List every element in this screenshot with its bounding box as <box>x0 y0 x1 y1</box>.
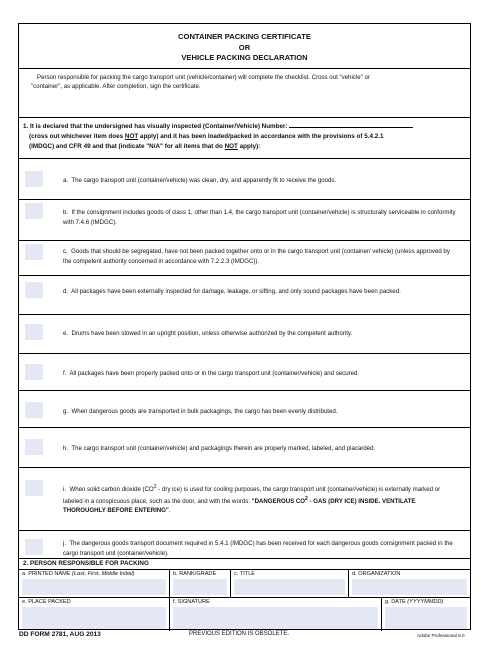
declaration-line-3-start: (IMDGC) and CFR 49 and that (indicate "N/A" for all items that do <box>29 143 225 150</box>
checklist-box-d[interactable] <box>25 282 43 298</box>
form-title <box>19 32 470 64</box>
edition-notice: PREVIOUS EDITION IS OBSOLETE. <box>189 631 290 637</box>
item-text: When dangerous goods are transported in bulk packagings, the cargo has been evenly distributed. <box>71 408 338 415</box>
title-cell <box>231 569 349 597</box>
checklist-box-a[interactable] <box>25 171 43 187</box>
checklist-box-g[interactable] <box>25 402 43 418</box>
declaration-line-2-end: apply) and it has been loaded/packed in accordance with the provisions of 5.4.2.1 <box>138 133 384 140</box>
item-text: The cargo transport unit (container/vehicle) was clean, dry, and apparently fit to receive the goods. <box>71 177 337 184</box>
item-text: When solid carbon dioxide (CO <box>69 486 154 494</box>
organization-input[interactable] <box>352 579 467 595</box>
place-packed-label: e. PLACE PACKED <box>22 599 71 605</box>
item-text-cont: - dry ice) is used for cooling purposes, the cargo transport unit (container/vehicle) is externally marked or labeled in a conspicuous place, such as the door, and with the words: <box>63 486 441 505</box>
rank-grade-input[interactable] <box>173 579 227 595</box>
checklist-item-f <box>19 353 470 390</box>
printed-name-cell <box>19 569 170 597</box>
item-letter: i. <box>63 486 67 494</box>
date-cell <box>382 597 470 631</box>
item-letter: d. <box>63 288 69 295</box>
declaration-line-2-start: (cross out whichever item does <box>29 133 125 140</box>
title-line-2: OR <box>238 42 251 52</box>
packing-certificate-form <box>18 23 471 630</box>
signature-input[interactable] <box>173 607 378 629</box>
date-input[interactable] <box>385 607 467 629</box>
item-text: If the consignment includes goods of class 1, other than 1.4, the cargo transport unit (container/vehicle) is structurally serviceable in conformity with 7.4.6 (IMDGC). <box>63 209 456 226</box>
item-text-end: . <box>168 507 171 515</box>
checklist-item-g <box>19 390 470 427</box>
dry-ice-warning-cont: - GAS (DRY ICE) INSIDE. VENTILATE THOROUGHLY BEFORE ENTERING" <box>63 497 416 515</box>
place-packed-cell <box>19 597 170 631</box>
title-label: c. TITLE <box>234 571 256 577</box>
rank-grade-cell <box>170 569 231 597</box>
checklist-box-c[interactable] <box>25 244 43 260</box>
item-letter: e. <box>63 330 69 337</box>
section-2-title: 2. PERSON RESPONSIBLE FOR PACKING <box>23 560 149 567</box>
checklist-item-i <box>19 467 470 530</box>
organization-label: d. ORGANIZATION <box>352 571 401 577</box>
section-2-person-responsible <box>19 558 470 632</box>
printed-name-input[interactable] <box>22 579 166 595</box>
form-identifier: DD FORM 2781, AUG 2013 <box>19 631 101 638</box>
declaration-not-emphasis: NOT <box>124 133 139 140</box>
rank-grade-label: b. RANK/GRADE <box>173 571 217 577</box>
title-input[interactable] <box>234 579 345 595</box>
item-text: All packages have been externally inspected for damage, leakage, or sifting, and only sound packages have been packed. <box>71 288 401 295</box>
checklist-item-d <box>19 275 470 314</box>
item-letter: f. <box>63 370 67 377</box>
checklist-item-e <box>19 314 470 353</box>
date-label: g. DATE <box>385 599 408 605</box>
signature-label: f. SIGNATURE <box>173 599 210 605</box>
declaration-line-1: It is declared that the undersigned has visually inspected (Container/Vehicle) Number: <box>30 123 288 130</box>
section-1-number: 1. <box>23 123 29 130</box>
item-text: Drums have been stowed in an upright position, unless otherwise authorized by the competent authority. <box>71 330 353 337</box>
checklist-item-j <box>19 530 470 558</box>
date-format-hint: (YYYYMMDD) <box>407 599 444 605</box>
software-note: Adobe Professional 9.0 <box>417 633 465 638</box>
item-letter: c. <box>63 248 68 255</box>
title-line-3: VEHICLE PACKING DECLARATION <box>181 53 308 62</box>
item-text: All packages have been properly packed onto or in the cargo transport unit (container/vehicle) and secured. <box>69 370 360 377</box>
item-letter: g. <box>63 408 69 415</box>
checklist-box-b[interactable] <box>25 203 43 219</box>
dry-ice-warning: "DANGEROUS CO <box>251 497 306 505</box>
item-letter: a. <box>63 177 69 184</box>
item-letter: b. <box>63 209 69 216</box>
instructions-line-1: Person responsible for packing the cargo transport unit (vehicle/container) will complete the checklist. Cross out "vehicle" or <box>37 74 370 81</box>
item-letter: h. <box>63 445 69 452</box>
signature-cell <box>170 597 382 631</box>
item-text: Goods that should be segregated, have not been packed together onto or in the cargo transport unit (container/ vehicle) (unless approved by the competent authority concerned in accordance with 7.2.2.3 (IMDGC)). <box>63 248 450 265</box>
organization-cell <box>349 569 470 597</box>
item-letter: j. <box>63 540 67 547</box>
declaration-line-3-end: apply): <box>237 143 261 150</box>
instructions-line-2: "container", as applicable. After completion, sign the certificate. <box>31 83 201 90</box>
title-line-1: CONTAINER PACKING CERTIFICATE <box>178 32 311 41</box>
checklist-item-b <box>19 199 470 240</box>
declaration-not-emphasis-2: NOT <box>224 143 238 150</box>
subscript-two: 2 <box>153 484 157 490</box>
checklist-item-a <box>19 158 470 199</box>
subscript-two-bold: 2 <box>305 495 308 502</box>
printed-name-label: a. PRINTED NAME <box>22 571 73 577</box>
item-text: The cargo transport unit (container/vehicle) and packagings therein are properly marked, labeled, and placarded. <box>71 445 376 452</box>
checklist-box-f[interactable] <box>25 364 43 380</box>
checklist-box-h[interactable] <box>25 439 43 455</box>
checklist-item-h <box>19 427 470 467</box>
place-packed-input[interactable] <box>22 607 166 629</box>
container-number-field[interactable] <box>289 120 413 128</box>
checklist-box-j[interactable] <box>25 539 43 555</box>
checklist-item-c <box>19 240 470 275</box>
printed-name-hint: (Last, First, Middle Initial) <box>72 571 135 577</box>
instructions <box>19 68 470 117</box>
item-text: The dangerous goods transport document required in 5.4.1 (IMDGC) has been received for each dangerous goods consignment packed in the cargo transport unit (container/vehicle). <box>63 540 453 557</box>
checklist-box-e[interactable] <box>25 324 43 340</box>
section-1-declaration <box>19 117 470 158</box>
checklist-box-i[interactable] <box>25 480 43 496</box>
